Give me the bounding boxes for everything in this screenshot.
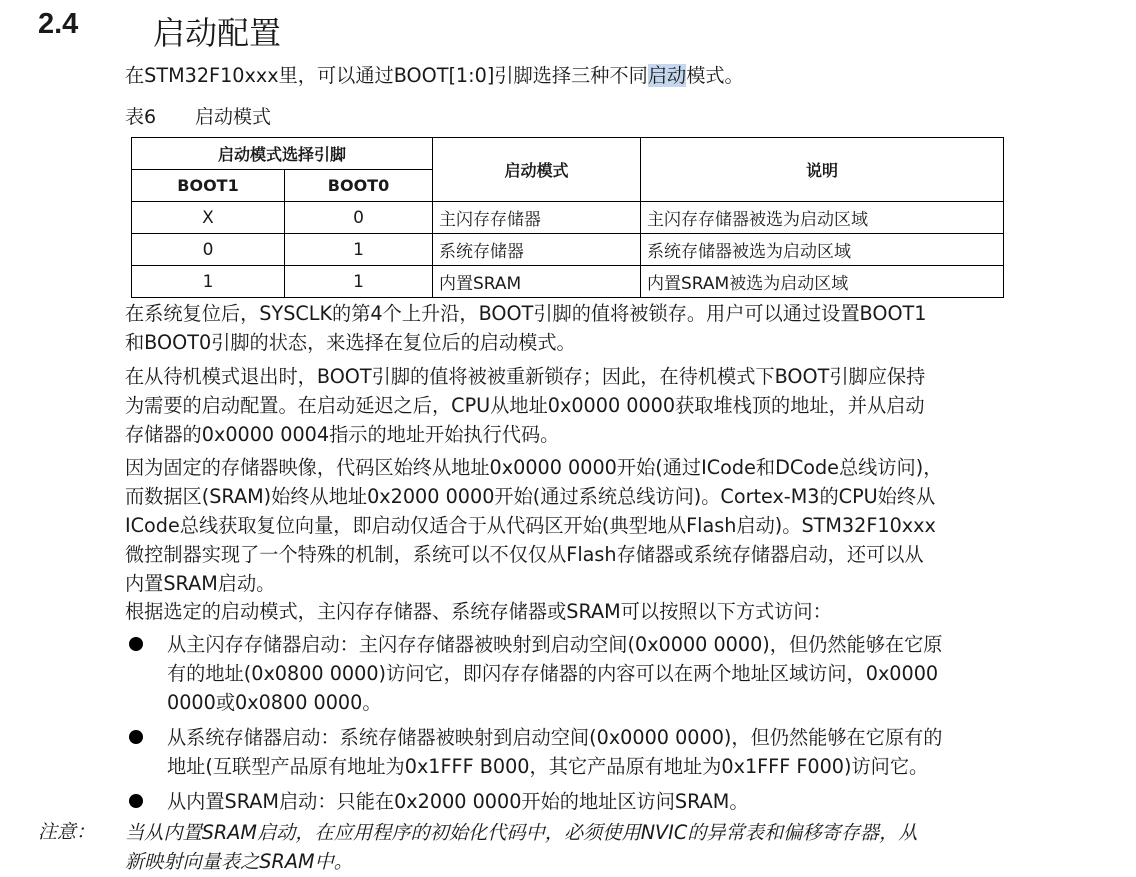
- cell-mode: 主闪存存储器: [433, 202, 641, 234]
- paragraph-line: 内置SRAM启动。: [125, 572, 276, 595]
- paragraph-line: 因为固定的存储器映像，代码区始终从地址0x0000 0000开始(通过ICode和DCode总线访问)，: [125, 456, 943, 479]
- boot-mode-table: [131, 137, 1004, 298]
- table-header-boot0: BOOT0: [285, 170, 433, 202]
- paragraph-line: 根据选定的启动模式，主闪存存储器、系统存储器或SRAM可以按照以下方式访问：: [125, 600, 832, 623]
- bullet-line: 有的地址(0x0800 0000)访问它，即闪存存储器的内容可以在两个地址区域访问，0x0000: [167, 662, 939, 685]
- cell-boot0: 1: [285, 234, 433, 266]
- cell-boot0: 0: [285, 202, 433, 234]
- cell-mode: 内置SRAM: [433, 266, 641, 298]
- paragraph-memory-map: [125, 453, 942, 598]
- paragraph-line: 微控制器实现了一个特殊的机制，系统可以不仅仅从Flash存储器或系统存储器启动，还可以从: [125, 543, 924, 566]
- note-line: 新映射向量表之SRAM中。: [125, 850, 353, 873]
- bullet-line: 从内置SRAM启动：只能在0x2000 0000开始的地址区访问SRAM。: [167, 790, 749, 813]
- bullet-item-system-memory: [127, 723, 942, 781]
- highlighted-text: 启动: [647, 64, 687, 87]
- table-group-header: 启动模式选择引脚: [132, 138, 433, 170]
- paragraph-line: 和BOOT0引脚的状态，来选择在复位后的启动模式。: [125, 331, 576, 354]
- table-row: [132, 202, 1004, 234]
- paragraph-reset-latch: [125, 299, 926, 357]
- note-text: [125, 818, 917, 876]
- paragraph-line: 存储器的0x0000 0004指示的地址开始执行代码。: [125, 423, 560, 446]
- bullet-item-flash: [127, 630, 942, 717]
- paragraph-line: 在从待机模式退出时，BOOT引脚的值将被被重新锁存；因此，在待机模式下BOOT引脚应保持: [125, 365, 926, 388]
- table-caption-title: 启动模式: [195, 106, 272, 128]
- note-label: 注意：: [38, 821, 96, 843]
- bullet-line: 0000或0x0800 0000。: [167, 691, 382, 714]
- boot-mode-bullet-list: [127, 630, 942, 816]
- bullet-icon: [129, 794, 143, 808]
- section-number: 2.4: [38, 8, 79, 40]
- table-caption: [125, 104, 271, 130]
- intro-paragraph: [125, 61, 744, 90]
- table-caption-label: 表6: [125, 106, 157, 128]
- cell-boot1: 1: [132, 266, 285, 298]
- bullet-icon: [129, 637, 143, 651]
- paragraph-line: ICode总线获取复位向量，即启动仅适合于从代码区开始(典型地从Flash启动)。STM32F10xxx: [125, 514, 936, 537]
- note-line: 当从内置SRAM启动，在应用程序的初始化代码中，必须使用NVIC的异常表和偏移寄存器，从: [125, 821, 918, 844]
- bullet-icon: [129, 730, 143, 744]
- cell-boot0: 1: [285, 266, 433, 298]
- intro-text: 在STM32F10xxx里，可以通过BOOT[1:0]引脚选择三种不同: [125, 64, 648, 87]
- paragraph-standby: [125, 362, 925, 449]
- cell-boot1: X: [132, 202, 285, 234]
- intro-text-end: 模式。: [686, 64, 744, 87]
- bullet-line: 从主闪存存储器启动：主闪存存储器被映射到启动空间(0x0000 0000)，但仍然能够在它原: [167, 633, 943, 656]
- table-row: [132, 234, 1004, 266]
- cell-boot1: 0: [132, 234, 285, 266]
- table-header-desc: 说明: [641, 138, 1004, 202]
- cell-desc: 内置SRAM被选为启动区域: [641, 266, 1004, 298]
- cell-desc: 系统存储器被选为启动区域: [641, 234, 1004, 266]
- paragraph-line: 在系统复位后，SYSCLK的第4个上升沿，BOOT引脚的值将被锁存。用户可以通过设置BOOT1: [125, 302, 927, 325]
- bullet-line: 地址(互联型产品原有地址为0x1FFF B000，其它产品原有地址为0x1FFF F000)访问它。: [167, 755, 929, 778]
- table-header-boot1: BOOT1: [132, 170, 285, 202]
- bullet-item-sram: [127, 787, 942, 816]
- cell-desc: 主闪存存储器被选为启动区域: [641, 202, 1004, 234]
- section-title: 启动配置: [153, 14, 282, 52]
- bullet-line: 从系统存储器启动：系统存储器被映射到启动空间(0x0000 0000)，但仍然能够在它原有的: [167, 726, 943, 749]
- paragraph-access-intro: [125, 597, 832, 626]
- table-header-mode: 启动模式: [433, 138, 641, 202]
- paragraph-line: 为需要的启动配置。在启动延迟之后，CPU从地址0x0000 0000获取堆栈顶的地址，并从启动: [125, 394, 925, 417]
- cell-mode: 系统存储器: [433, 234, 641, 266]
- table-row: [132, 266, 1004, 298]
- paragraph-line: 而数据区(SRAM)始终从地址0x2000 0000开始(通过系统总线访问)。Cortex-M3的CPU始终从: [125, 485, 936, 508]
